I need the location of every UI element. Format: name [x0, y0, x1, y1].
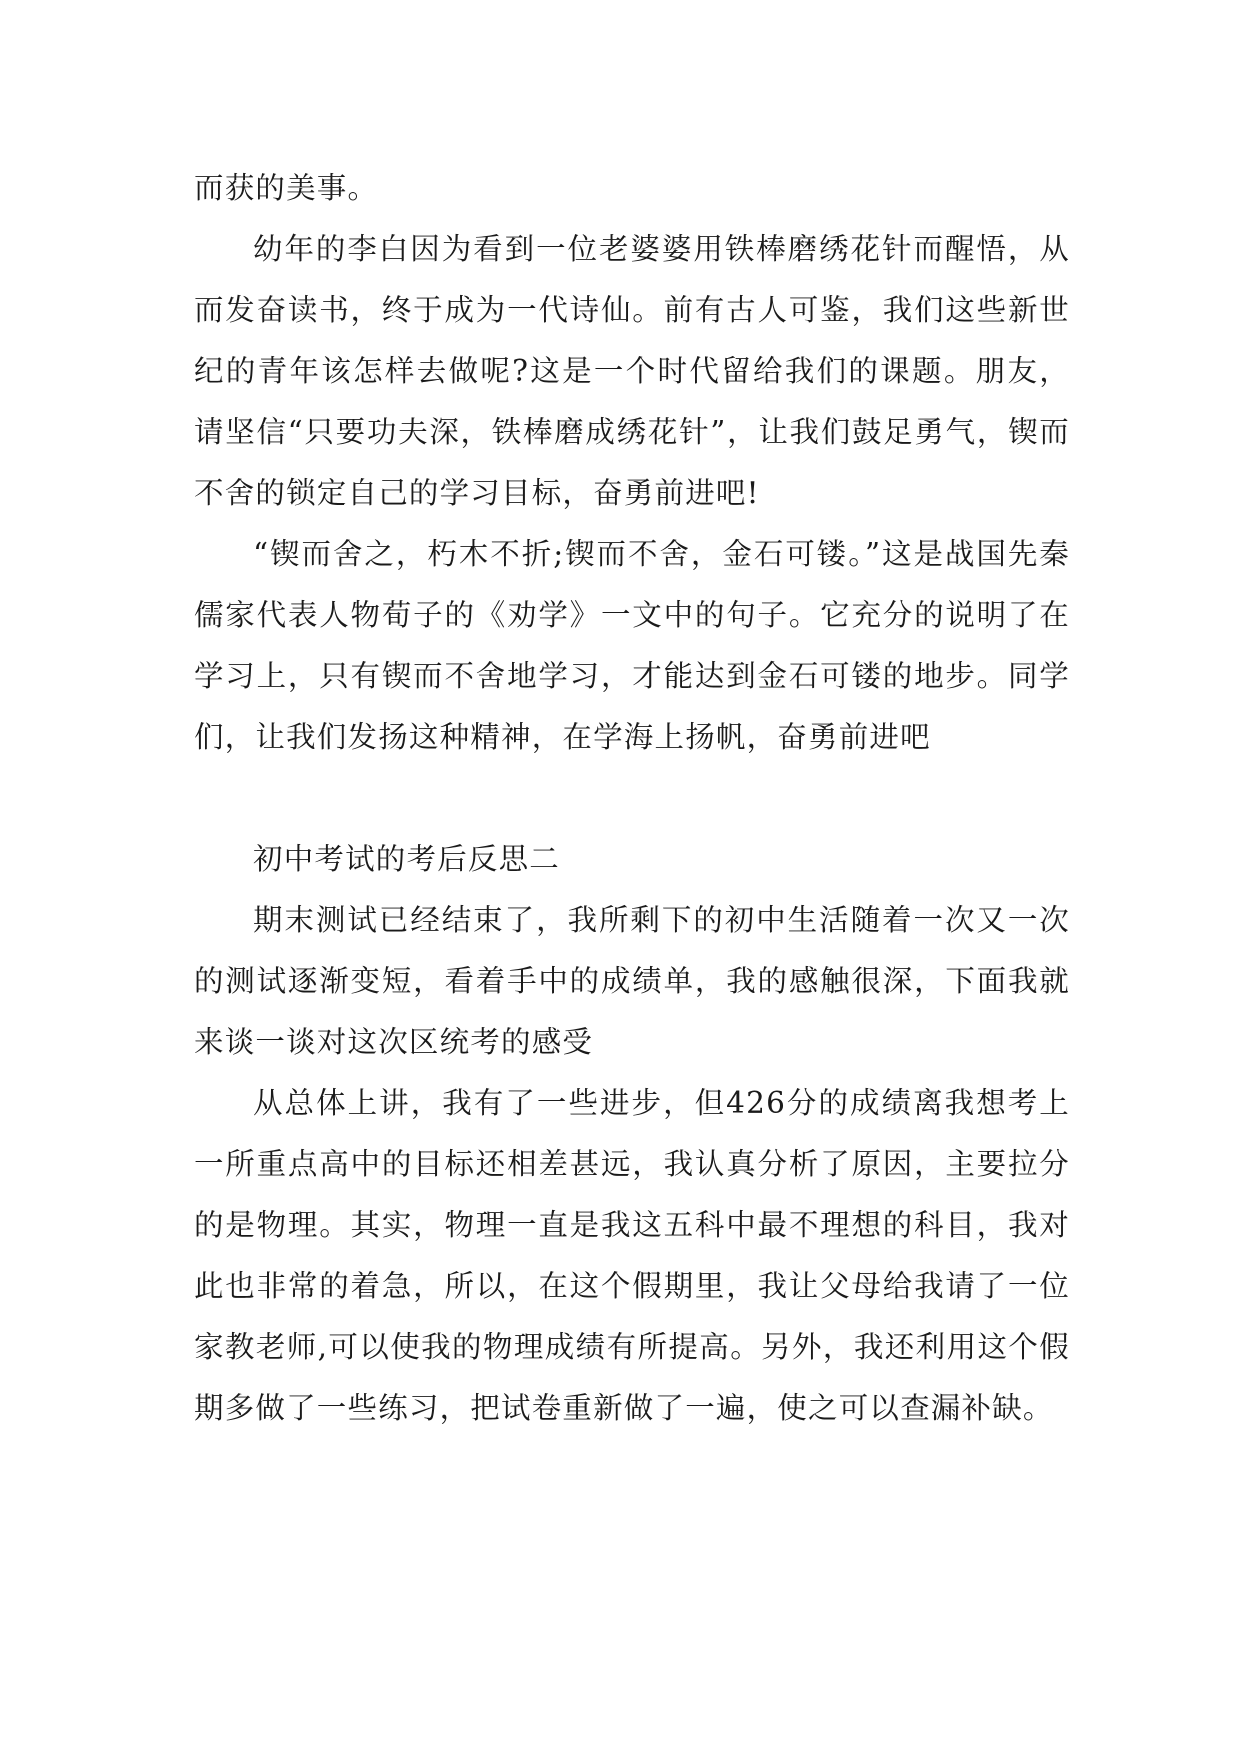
- section-spacer: [194, 768, 1070, 829]
- paragraph-exam-intro: 期末测试已经结束了，我所剩下的初中生活随着一次又一次的测试逐渐变短，看着手中的成绩单，我的感触很深，下面我就来谈一谈对这次区统考的感受: [194, 903, 1070, 1059]
- section-title: 初中考试的考后反思二: [253, 842, 561, 876]
- document-body: [194, 158, 1070, 1439]
- paragraph-li-bai: 幼年的李白因为看到一位老婆婆用铁棒磨绣花针而醒悟，从而发奋读书，终于成为一代诗仙。前有古人可鉴，我们这些新世纪的青年该怎样去做呢?这是一个时代留给我们的课题。朋友，请坚信“只要功夫深，铁棒磨成绣花针”，让我们鼓足勇气，锲而不舍的锁定自己的学习目标，奋勇前进吧!: [194, 232, 1070, 510]
- paragraph-exam-analysis: 从总体上讲，我有了一些进步，但426分的成绩离我想考上一所重点高中的目标还相差甚远，我认真分析了原因，主要拉分的是物理。其实，物理一直是我这五科中最不理想的科目，我对此也非常的着急，所以，在这个假期里，我让父母给我请了一位家教老师,可以使我的物理成绩有所提高。另外，我还利用这个假期多做了一些练习，把试卷重新做了一遍，使之可以查漏补缺。: [194, 1086, 1070, 1425]
- paragraph-continuation: 而获的美事。: [194, 171, 379, 205]
- paragraph-quanxue: “锲而舍之，朽木不折;锲而不舍，金石可镂。”这是战国先秦儒家代表人物荀子的《劝学》一文中的句子。它充分的说明了在学习上，只有锲而不舍地学习，才能达到金石可镂的地步。同学们，让我们发扬这种精神，在学海上扬帆，奋勇前进吧: [194, 537, 1070, 754]
